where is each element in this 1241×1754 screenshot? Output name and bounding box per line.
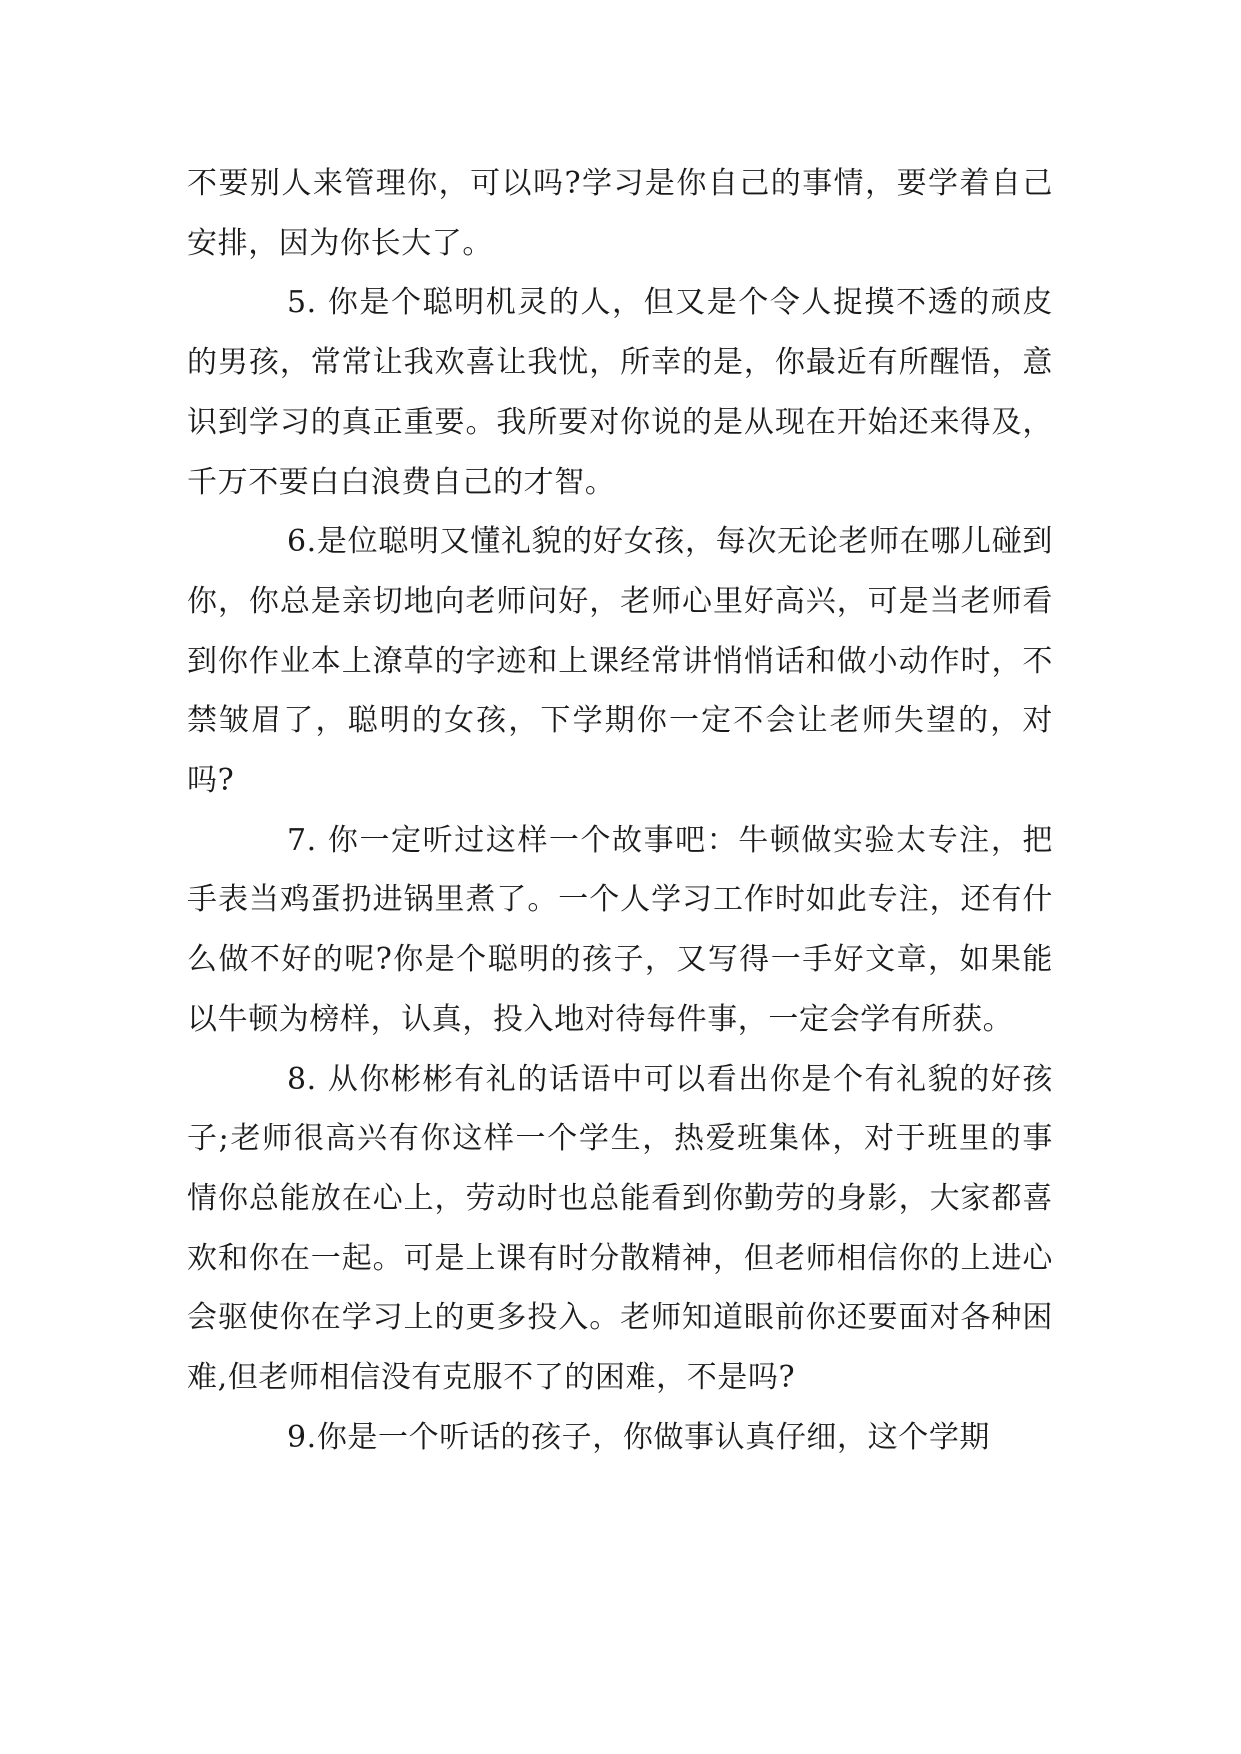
paragraph-item-8: 8. 从你彬彬有礼的话语中可以看出你是个有礼貌的好孩子;老师很高兴有你这样一个学生，热爱班集体，对于班里的事情你总能放在心上，劳动时也总能看到你勤劳的身影，大家都喜欢和你在一起。可是上课有时分散精神，但老师相信你的上进心会驱使你在学习上的更多投入。老师知道眼前你还要面对各种困难,但老师相信没有克服不了的困难，不是吗? xyxy=(187,1061,1053,1396)
paragraph-item-9: 9.你是一个听话的孩子，你做事认真仔细，这个学期 xyxy=(287,1419,991,1455)
paragraph-continuation: 不要别人来管理你，可以吗?学习是你自己的事情，要学着自己安排，因为你长大了。 xyxy=(187,166,1053,261)
paragraph-item-5: 5. 你是个聪明机灵的人，但又是个令人捉摸不透的顽皮的男孩，常常让我欢喜让我忧，所幸的是，你最近有所醒悟，意识到学习的真正重要。我所要对你说的是从现在开始还来得及，千万不要白白浪费自己的才智。 xyxy=(187,285,1053,500)
document-body xyxy=(187,154,1053,1467)
paragraph-item-7: 7. 你一定听过这样一个故事吧：牛顿做实验太专注，把手表当鸡蛋扔进锅里煮了。一个人学习工作时如此专注，还有什么做不好的呢?你是个聪明的孩子，又写得一手好文章，如果能以牛顿为榜样，认真，投入地对待每件事，一定会学有所获。 xyxy=(187,822,1053,1037)
paragraph-item-6: 6.是位聪明又懂礼貌的好女孩，每次无论老师在哪儿碰到你，你总是亲切地向老师问好，老师心里好高兴，可是当老师看到你作业本上潦草的字迹和上课经常讲悄悄话和做小动作时，不禁皱眉了，聪明的女孩，下学期你一定不会让老师失望的，对吗? xyxy=(187,524,1053,799)
